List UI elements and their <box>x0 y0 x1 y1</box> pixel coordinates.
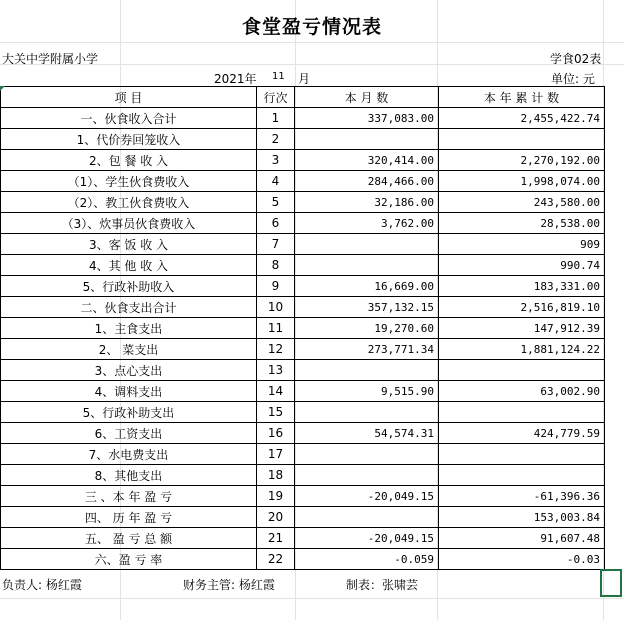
ytd-amount-cell[interactable] <box>439 465 605 486</box>
ytd-amount-cell[interactable]: -61,396.36 <box>439 486 605 507</box>
ytd-amount-cell[interactable]: 147,912.39 <box>439 318 605 339</box>
table-row <box>1 150 605 171</box>
selected-cell[interactable] <box>600 569 622 597</box>
item-cell[interactable]: 7、水电费支出 <box>1 444 257 465</box>
month-amount-cell[interactable]: 284,466.00 <box>295 171 439 192</box>
table-row <box>1 360 605 381</box>
table-row <box>1 423 605 444</box>
table-row <box>1 192 605 213</box>
header-ytd-amount[interactable]: 本 年 累 计 数 <box>439 87 605 108</box>
table-row <box>1 171 605 192</box>
header-month-amount[interactable]: 本 月 数 <box>295 87 439 108</box>
item-cell[interactable]: 一、伙食收入合计 <box>1 108 257 129</box>
ytd-amount-cell[interactable]: 2,270,192.00 <box>439 150 605 171</box>
ytd-amount-cell[interactable]: 243,580.00 <box>439 192 605 213</box>
footer-preparer: 制表：张啸芸 <box>346 578 419 592</box>
header-row-number[interactable]: 行次 <box>257 87 295 108</box>
item-cell[interactable]: 三 、本 年 盈 亏 <box>1 486 257 507</box>
ytd-amount-cell[interactable]: 1,998,074.00 <box>439 171 605 192</box>
month-amount-cell[interactable]: 19,270.60 <box>295 318 439 339</box>
table-row <box>1 297 605 318</box>
month-amount-cell[interactable]: 3,762.00 <box>295 213 439 234</box>
table-row <box>1 549 605 570</box>
currency-unit: 单位: 元 <box>551 72 595 86</box>
month-amount-cell[interactable] <box>295 360 439 381</box>
table-row <box>1 213 605 234</box>
month-amount-cell[interactable] <box>295 444 439 465</box>
ytd-amount-cell[interactable]: -0.03 <box>439 549 605 570</box>
row-number-cell[interactable]: 6 <box>257 213 295 234</box>
month-amount-cell[interactable]: -0.059 <box>295 549 439 570</box>
item-cell[interactable]: 2、包 餐 收 入 <box>1 150 257 171</box>
table-row <box>1 402 605 423</box>
month-amount-cell[interactable]: 337,083.00 <box>295 108 439 129</box>
cell-comment-marker <box>0 86 5 91</box>
item-cell[interactable]: （1）、学生伙食费收入 <box>1 171 257 192</box>
report-title: 食堂盈亏情况表 <box>241 16 382 38</box>
item-cell[interactable]: 五、 盈 亏 总 额 <box>1 528 257 549</box>
ytd-amount-cell[interactable]: 424,779.59 <box>439 423 605 444</box>
ytd-amount-cell[interactable]: 153,003.84 <box>439 507 605 528</box>
row-number-cell[interactable]: 18 <box>257 465 295 486</box>
item-cell[interactable]: 二、伙食支出合计 <box>1 297 257 318</box>
row-number-cell[interactable]: 14 <box>257 381 295 402</box>
row-number-cell[interactable]: 13 <box>257 360 295 381</box>
month-amount-cell[interactable] <box>295 234 439 255</box>
row-number-cell[interactable]: 17 <box>257 444 295 465</box>
ytd-amount-cell[interactable]: 990.74 <box>439 255 605 276</box>
organization-name: 大关中学附属小学 <box>2 52 99 66</box>
ytd-amount-cell[interactable]: 28,538.00 <box>439 213 605 234</box>
month-amount-cell[interactable] <box>295 465 439 486</box>
item-cell[interactable]: 1、主食支出 <box>1 318 257 339</box>
month-amount-cell[interactable]: 320,414.00 <box>295 150 439 171</box>
period-year: 2021年 <box>214 72 257 86</box>
table-header-row <box>1 87 605 108</box>
ytd-amount-cell[interactable] <box>439 444 605 465</box>
row-number-cell[interactable]: 10 <box>257 297 295 318</box>
month-amount-cell[interactable]: 16,669.00 <box>295 276 439 297</box>
item-cell[interactable]: 3、客 饭 收 入 <box>1 234 257 255</box>
month-amount-cell[interactable] <box>295 255 439 276</box>
table-row <box>1 507 605 528</box>
ytd-amount-cell[interactable]: 909 <box>439 234 605 255</box>
item-cell[interactable]: 6、工资支出 <box>1 423 257 444</box>
month-amount-cell[interactable]: 32,186.00 <box>295 192 439 213</box>
table-row <box>1 108 605 129</box>
item-cell[interactable]: 5、行政补助收入 <box>1 276 257 297</box>
item-cell[interactable]: 3、点心支出 <box>1 360 257 381</box>
gridline <box>0 598 624 599</box>
table-row <box>1 381 605 402</box>
gridline <box>0 42 624 43</box>
row-number-cell[interactable]: 21 <box>257 528 295 549</box>
row-number-cell[interactable]: 7 <box>257 234 295 255</box>
table-row <box>1 318 605 339</box>
header-item[interactable]: 项 目 <box>1 87 257 108</box>
ytd-amount-cell[interactable]: 2,455,422.74 <box>439 108 605 129</box>
ytd-amount-cell[interactable]: 63,002.90 <box>439 381 605 402</box>
item-cell[interactable]: 8、其他支出 <box>1 465 257 486</box>
month-amount-cell[interactable]: -20,049.15 <box>295 486 439 507</box>
ytd-amount-cell[interactable] <box>439 402 605 423</box>
item-cell[interactable]: 1、代价券回笼收入 <box>1 129 257 150</box>
row-number-cell[interactable]: 12 <box>257 339 295 360</box>
item-cell[interactable]: 2、 菜支出 <box>1 339 257 360</box>
month-amount-cell[interactable]: 357,132.15 <box>295 297 439 318</box>
table-row <box>1 465 605 486</box>
item-cell[interactable]: （2）、教工伙食费收入 <box>1 192 257 213</box>
table-row <box>1 129 605 150</box>
footer-responsible: 负责人: 杨红霞 <box>2 578 82 592</box>
row-number-cell[interactable]: 4 <box>257 171 295 192</box>
row-number-cell[interactable]: 1 <box>257 108 295 129</box>
table-row <box>1 255 605 276</box>
form-code: 学食02表 <box>550 52 602 66</box>
table-row <box>1 276 605 297</box>
period-month-unit: 月 <box>298 72 311 86</box>
row-number-cell[interactable]: 8 <box>257 255 295 276</box>
month-amount-cell[interactable]: 9,515.90 <box>295 381 439 402</box>
ytd-amount-cell[interactable]: 91,607.48 <box>439 528 605 549</box>
footer-finance-supervisor: 财务主管: 杨红霞 <box>183 578 275 592</box>
month-amount-cell[interactable] <box>295 507 439 528</box>
ytd-amount-cell[interactable]: 2,516,819.10 <box>439 297 605 318</box>
ytd-amount-cell[interactable] <box>439 129 605 150</box>
table-row <box>1 486 605 507</box>
row-number-cell[interactable]: 3 <box>257 150 295 171</box>
row-number-cell[interactable]: 11 <box>257 318 295 339</box>
table-row <box>1 444 605 465</box>
table-row <box>1 234 605 255</box>
item-cell[interactable]: 4、调料支出 <box>1 381 257 402</box>
row-number-cell[interactable]: 20 <box>257 507 295 528</box>
month-amount-cell[interactable]: 54,574.31 <box>295 423 439 444</box>
month-amount-cell[interactable] <box>295 402 439 423</box>
month-amount-cell[interactable] <box>295 129 439 150</box>
month-amount-cell[interactable]: -20,049.15 <box>295 528 439 549</box>
row-number-cell[interactable]: 22 <box>257 549 295 570</box>
row-number-cell[interactable]: 16 <box>257 423 295 444</box>
row-number-cell[interactable]: 5 <box>257 192 295 213</box>
item-cell[interactable]: 六、盈 亏 率 <box>1 549 257 570</box>
row-number-cell[interactable]: 15 <box>257 402 295 423</box>
ytd-amount-cell[interactable] <box>439 360 605 381</box>
item-cell[interactable]: 四、 历 年 盈 亏 <box>1 507 257 528</box>
month-amount-cell[interactable]: 273,771.34 <box>295 339 439 360</box>
period-month: 11 <box>272 71 285 82</box>
table-row <box>1 339 605 360</box>
row-number-cell[interactable]: 19 <box>257 486 295 507</box>
row-number-cell[interactable]: 9 <box>257 276 295 297</box>
profit-loss-table <box>0 86 605 570</box>
row-number-cell[interactable]: 2 <box>257 129 295 150</box>
ytd-amount-cell[interactable]: 1,881,124.22 <box>439 339 605 360</box>
ytd-amount-cell[interactable]: 183,331.00 <box>439 276 605 297</box>
table-row <box>1 528 605 549</box>
item-cell[interactable]: 4、其 他 收 入 <box>1 255 257 276</box>
item-cell[interactable]: （3）、炊事员伙食费收入 <box>1 213 257 234</box>
item-cell[interactable]: 5、行政补助支出 <box>1 402 257 423</box>
